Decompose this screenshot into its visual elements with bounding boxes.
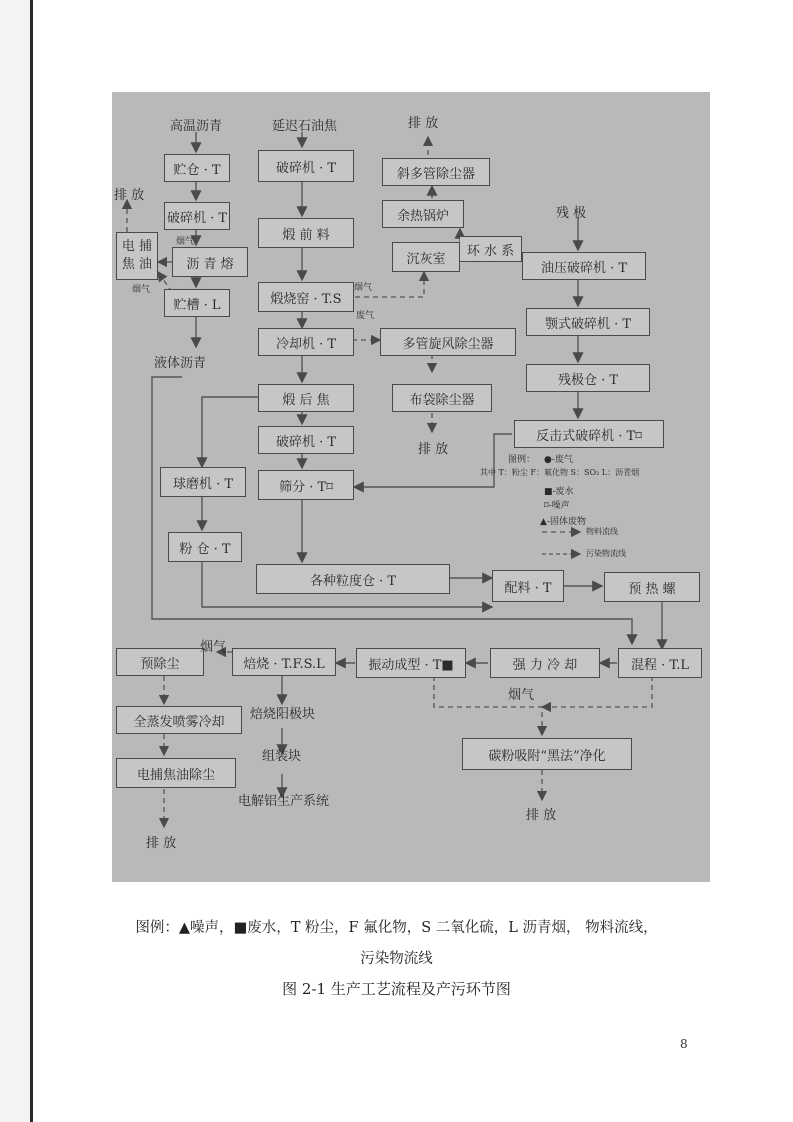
box-screening: 筛分 · T⌑ [258,470,354,500]
box-forced-cooling: 强 力 冷 却 [490,648,600,678]
label-smoke-cooling: 烟气 [508,688,535,703]
label-liquid-pitch: 液体沥青 [154,356,207,371]
label-discharge-top: 排 放 [408,116,439,131]
box-crusher-calcined: 破碎机 · T [258,426,354,454]
box-jaw-crusher: 颚式破碎机 · T [526,308,650,336]
flow-diagram [112,92,710,882]
box-electric-tar: 电 捕 焦 油 [116,232,158,280]
input-coke: 延迟石油焦 [272,119,338,134]
box-baking: 焙烧 · T.F.S.L [232,648,336,676]
box-powder-bin: 粉 仓 · T [168,532,242,562]
label-discharge-bag: 排 放 [418,442,449,457]
box-pitch-melter: 沥 青 熔 [172,247,248,277]
box-carbon-purify: 碳粉吸附“黑法”净化 [462,738,632,770]
box-hydraulic-crusher: 油压破碎机 · T [522,252,646,280]
figure-title: 图 2-1 生产工艺流程及产污环节图 [282,980,511,998]
caption-legend-line2: 污染物流线 [360,951,433,967]
label-smoke-baking: 烟气 [200,640,227,655]
label-smoke-1: 烟气 [176,237,195,247]
label-discharge-pitch: 排 放 [114,188,145,203]
box-pre-dust: 预除尘 [116,648,204,676]
caption-legend-line1: 图例：▲噪声，■废水，T 粉尘，F 氟化物，S 二氧化硫，L 沥青烟， 物料流线， [135,920,658,936]
box-storage-tank: 贮槽 · L [164,289,230,317]
box-kneading: 混程 · T.L [618,648,702,678]
label-electrolysis: 电解铝生产系统 [238,794,330,809]
box-cooler: 冷却机 · T [258,328,354,356]
inner-legend-noise: ⌑-噪声 [544,501,570,511]
box-calcine-kiln: 煅烧窑 · T.S [258,282,354,312]
box-impact-crusher: 反击式破碎机 · T⌑ [514,420,664,448]
input-anode-remnant: 残 极 [556,206,587,221]
box-calcined-coke: 煅 后 焦 [258,384,354,412]
box-size-bins: 各种粒度仓 · T [256,564,450,594]
box-settling-room: 沉灰室 [392,242,460,272]
label-smoke-2: 烟气 [132,285,151,295]
inner-legend-material-flow: 物料流线 [586,527,618,536]
box-evap-cooling: 全蒸发喷雾冷却 [116,706,242,734]
box-vibration-forming: 振动成型 · T■ [356,648,466,678]
inner-legend-pollutant-flow: 污染物流线 [586,549,626,558]
inner-legend-title: 图例： [508,455,536,465]
box-multi-cyclone: 多管旋风除尘器 [380,328,516,356]
box-water-system: 环 水 系 [460,236,522,262]
input-pitch: 高温沥青 [170,119,223,134]
box-pre-calcine: 煅 前 料 [258,218,354,248]
box-crusher-pitch: 破碎机 · T [164,202,230,230]
box-storage-bin: 贮仓 · T [164,154,230,182]
inner-legend-gas: ●-废气 [544,455,573,465]
inner-legend-gas-detail: 其中 T：粉尘 F：氟化物 S：SO₂ L：沥青烟 [480,468,640,477]
box-batching: 配料 · T [492,570,564,602]
label-smoke-kiln: 烟气 [354,283,373,293]
label-assembly: 组装块 [262,749,302,764]
box-crusher-coke: 破碎机 · T [258,150,354,182]
label-discharge-carbon: 排 放 [526,808,557,823]
label-waste-gas: 废气 [356,311,375,321]
page-number: 8 [680,1037,688,1051]
box-remnant-bin: 残极仓 · T [526,364,650,392]
box-preheat-screw: 预 热 螺 [604,572,700,602]
box-bag-filter: 布袋除尘器 [392,384,492,412]
box-electric-tar-dust: 电捕焦油除尘 [116,758,236,788]
box-ball-mill: 球磨机 · T [160,467,246,497]
label-baked-anode: 焙烧阳极块 [250,707,316,722]
inner-legend-water: ■-废水 [544,487,574,497]
inner-legend-solid: ▲-固体废物 [540,517,586,527]
box-cyclone-dust: 斜多管除尘器 [382,158,490,186]
label-discharge-tar: 排 放 [146,836,177,851]
box-waste-boiler: 余热锅炉 [382,200,464,228]
